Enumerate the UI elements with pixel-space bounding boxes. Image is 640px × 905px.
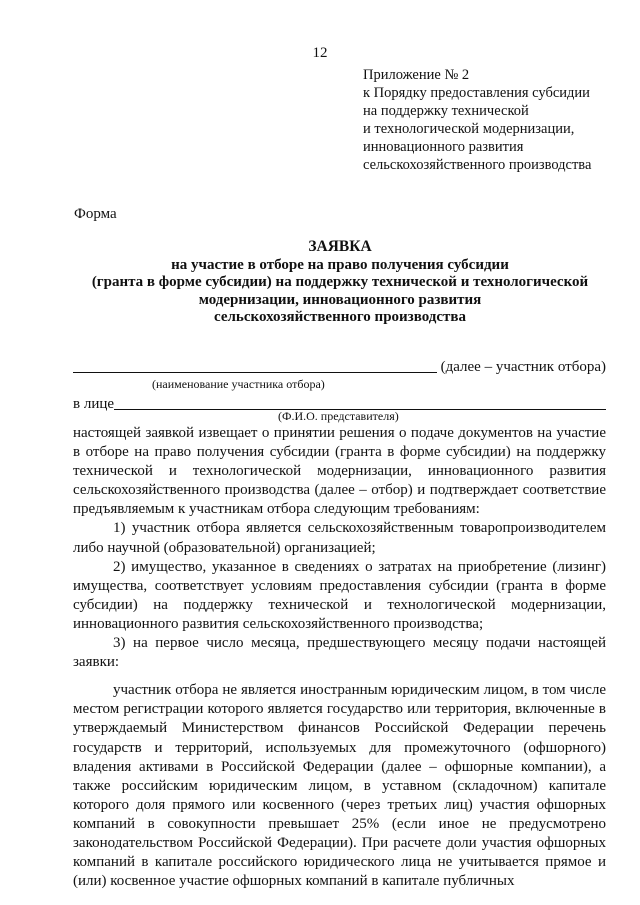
- form-label: Форма: [74, 206, 117, 222]
- representative-prefix: в лице: [73, 396, 115, 412]
- appendix-line: Приложение № 2: [363, 67, 470, 83]
- title-line: сельскохозяйственного производства: [214, 309, 466, 325]
- participant-name-row: [73, 358, 606, 376]
- participant-name-blank[interactable]: [73, 358, 437, 373]
- appendix-line: на поддержку технической: [363, 103, 529, 119]
- page-number: 12: [312, 45, 328, 61]
- body-text: [73, 424, 606, 891]
- participant-caption: (наименование участника отбора): [152, 377, 325, 391]
- requirement-2: 2) имущество, указанное в сведениях о затратах на приобретение (лизинг) имущества, соответствует условиям предоставления субсидии (гранта в форме субсидии) на поддержку технической и технологической модернизации, инновационного развития сельскохозяйственного производства;: [73, 558, 606, 632]
- intro-paragraph: настоящей заявкой извещает о принятии решения о подаче документов на участие в отборе на право получения субсидии (гранта в форме субсидии) на поддержку технической и технологической модернизации, инновационного развития сельскохозяйственного производства (далее – отбор) и подтверждает соответствие предъявляемым к участникам отбора следующим требованиям:: [73, 425, 606, 518]
- appendix-line: и технологической модернизации,: [363, 121, 575, 137]
- appendix-line: сельскохозяйственного производства: [363, 157, 592, 173]
- title-line: на участие в отборе на право получения субсидии: [171, 256, 509, 273]
- representative-caption: (Ф.И.О. представителя): [278, 409, 399, 423]
- appendix-header: [363, 66, 628, 174]
- participant-suffix: (далее – участник отбора): [440, 359, 606, 375]
- document-title: [72, 238, 608, 327]
- requirement-3: 3) на первое число месяца, предшествующего месяцу подачи настоящей заявки:: [73, 635, 606, 671]
- appendix-line: к Порядку предоставления субсидии: [363, 85, 590, 101]
- title-main: ЗАЯВКА: [308, 238, 372, 255]
- title-line: (гранта в форме субсидии) на поддержку технической и технологической: [91, 274, 589, 290]
- requirement-1: 1) участник отбора является сельскохозяйственным товаропроизводителем либо научной (образовательной) организацией;: [73, 520, 606, 556]
- requirement-3-sub-1: участник отбора не является иностранным юридическим лицом, в том числе местом регистрации которого является государство или территория, включенные в утверждаемый Министерством финансов Российской Федерации перечень государств и территорий, используемых для промежуточного (офшорного) владения активами в Российской Федерации (далее – офшорные компании), а также российским юридическим лицом, в уставном (складочном) капитале которого доля прямого или косвенного (через третьих лиц) участия офшорных компаний в совокупности превышает 25% (если иное не предусмотрено законодательством Российской Федерации). При расчете доли участия офшорных компаний в капитале российского юридического лица не учитывается прямое и (или) косвенное участие офшорных компаний в капитале публичных: [73, 682, 606, 890]
- title-line: модернизации, инновационного развития: [198, 291, 482, 308]
- appendix-line: инновационного развития: [363, 139, 524, 155]
- representative-name-blank[interactable]: [114, 395, 606, 410]
